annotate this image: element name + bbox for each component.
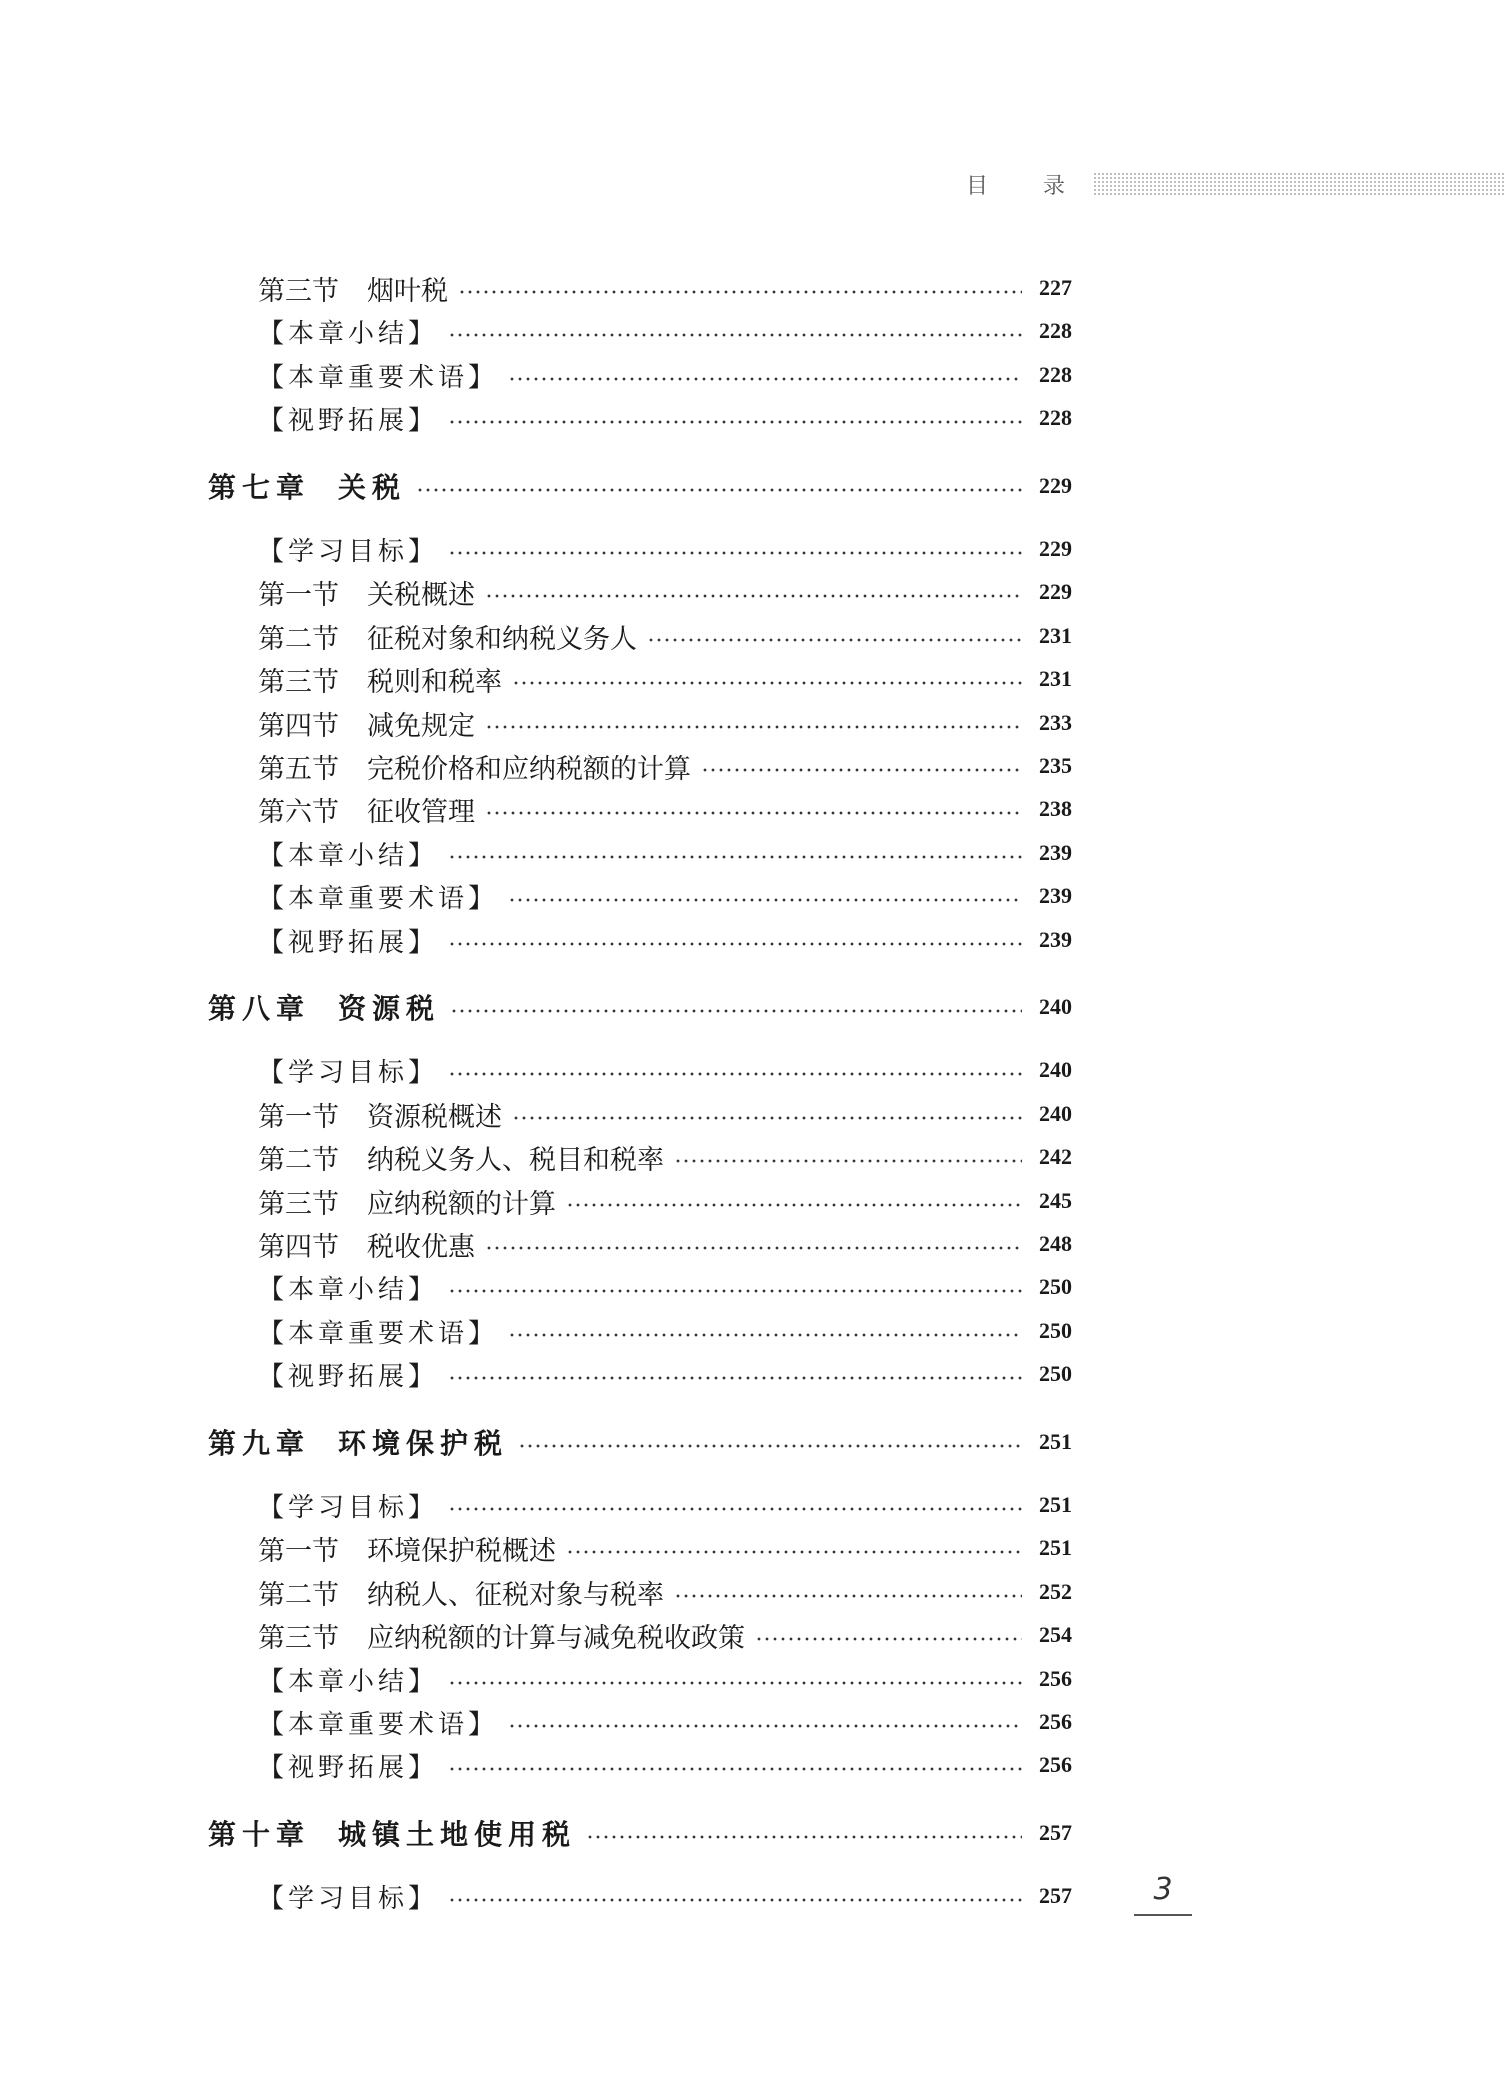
toc-page-number: 245: [1039, 1188, 1072, 1213]
toc-entry[interactable]: [258, 920, 1072, 960]
chapter-number: 第十章: [208, 1818, 311, 1851]
toc-page-number: 257: [1039, 1883, 1072, 1908]
toc-label: [258, 269, 448, 308]
toc-page-number: 242: [1039, 1144, 1072, 1169]
chapter-title: 城镇土地使用税: [338, 1818, 577, 1851]
section-title: 资源税概述: [367, 1101, 502, 1133]
section-title: 纳税人、征税对象与税率: [367, 1579, 664, 1611]
toc-label: [208, 987, 440, 1027]
toc-page-number: 251: [1039, 1535, 1072, 1560]
toc-entry[interactable]: [258, 1876, 1072, 1916]
toc-page-number: 251: [1039, 1492, 1072, 1517]
toc-entry[interactable]: [258, 268, 1072, 308]
section-number: 第三节: [258, 666, 339, 698]
toc-label: 【视野拓展】: [258, 1361, 439, 1392]
section-number: 第二节: [258, 1579, 339, 1611]
toc-label: [258, 1573, 664, 1612]
section-title: 税收优惠: [367, 1231, 475, 1263]
toc-page-number: 228: [1039, 318, 1072, 343]
toc-entry[interactable]: [258, 1528, 1072, 1568]
toc-page-number: 228: [1039, 362, 1072, 387]
toc-page-number: 250: [1039, 1318, 1072, 1343]
toc-page-number: 256: [1039, 1666, 1072, 1691]
toc-label: [258, 747, 691, 786]
toc-page-number: 250: [1039, 1274, 1072, 1299]
leader-dots: [448, 1767, 1022, 1771]
leader-dots: [674, 1159, 1022, 1163]
toc-entry[interactable]: [258, 355, 1072, 395]
section-number: 第三节: [258, 1188, 339, 1220]
section-number: 第五节: [258, 753, 339, 785]
leader-dots: [416, 488, 1022, 492]
leader-dots: [647, 638, 1022, 642]
toc-page-number: 256: [1039, 1752, 1072, 1777]
toc-label: 【视野拓展】: [258, 405, 439, 436]
toc-label: [208, 466, 406, 506]
leader-dots: [566, 1203, 1022, 1207]
section-number: 第三节: [258, 275, 339, 307]
section-number: 第二节: [258, 1144, 339, 1176]
section-title: 征收管理: [367, 796, 475, 828]
toc-chapter[interactable]: [208, 1813, 1072, 1853]
toc-chapter[interactable]: [208, 1422, 1072, 1462]
toc-label: [258, 790, 475, 829]
toc-label: [258, 704, 475, 743]
toc-label: 【本章重要术语】: [258, 883, 499, 914]
leader-dots: [701, 768, 1022, 772]
toc-page-number: 233: [1039, 710, 1072, 735]
toc-label: 【视野拓展】: [258, 1752, 439, 1783]
section-number: 第四节: [258, 1231, 339, 1263]
toc-entry[interactable]: [258, 1094, 1072, 1134]
toc-page-number: 252: [1039, 1579, 1072, 1604]
header-dot-pattern: [1093, 172, 1504, 196]
toc-page-number: 240: [1039, 1101, 1072, 1126]
toc-entry[interactable]: [258, 1137, 1072, 1177]
chapter-title: 关税: [338, 471, 407, 504]
leader-dots: [586, 1835, 1022, 1839]
toc-label: [258, 1095, 502, 1134]
toc-entry[interactable]: [258, 1354, 1072, 1394]
page-number: 3: [1134, 1870, 1192, 1916]
section-title: 环境保护税概述: [367, 1535, 556, 1567]
toc-label: [258, 1138, 664, 1177]
toc-entry[interactable]: [258, 1745, 1072, 1785]
leader-dots: [674, 1594, 1022, 1598]
toc-label: [258, 1225, 475, 1264]
toc-label: 【本章小结】: [258, 318, 439, 349]
toc-label: [258, 1182, 556, 1221]
toc-entry[interactable]: [258, 1224, 1072, 1264]
toc-label: 【本章小结】: [258, 1666, 439, 1697]
section-number: 第二节: [258, 623, 339, 655]
leader-dots: [512, 1116, 1022, 1120]
toc-label: [258, 573, 475, 612]
leader-dots: [508, 898, 1022, 902]
toc-entry[interactable]: [258, 789, 1072, 829]
leader-dots: [448, 1289, 1022, 1293]
leader-dots: [508, 1333, 1022, 1337]
toc-page-number: 229: [1039, 579, 1072, 604]
section-number: 第一节: [258, 1535, 339, 1567]
header-title: 目 录: [966, 173, 1089, 199]
leader-dots: [485, 1246, 1022, 1250]
toc-label: [258, 1616, 745, 1655]
toc-page-number: 229: [1039, 473, 1072, 498]
toc-entry[interactable]: [258, 876, 1072, 916]
toc-entry[interactable]: [258, 659, 1072, 699]
toc-entry[interactable]: [258, 1485, 1072, 1525]
toc-page-number: 228: [1039, 405, 1072, 430]
leader-dots: [448, 420, 1022, 424]
toc-entry[interactable]: [258, 833, 1072, 873]
toc-label: 【学习目标】: [258, 536, 439, 567]
toc-label: [258, 617, 637, 656]
leader-dots: [566, 1550, 1022, 1554]
leader-dots: [448, 855, 1022, 859]
toc-label: 【学习目标】: [258, 1057, 439, 1088]
section-number: 第一节: [258, 1101, 339, 1133]
leader-dots: [448, 1376, 1022, 1380]
leader-dots: [518, 1444, 1022, 1448]
toc-page-number: 239: [1039, 883, 1072, 908]
leader-dots: [458, 290, 1022, 294]
toc-entry[interactable]: [258, 1181, 1072, 1221]
toc-label: 【学习目标】: [258, 1883, 439, 1914]
section-number: 第四节: [258, 710, 339, 742]
toc-page-number: 231: [1039, 666, 1072, 691]
section-number: 第三节: [258, 1622, 339, 1654]
leader-dots: [448, 1681, 1022, 1685]
leader-dots: [448, 1898, 1022, 1902]
toc-entry[interactable]: [258, 1050, 1072, 1090]
chapter-number: 第七章: [208, 471, 311, 504]
toc-entry[interactable]: [258, 1267, 1072, 1307]
leader-dots: [448, 333, 1022, 337]
toc-label: 【学习目标】: [258, 1492, 439, 1523]
toc-label: [258, 660, 502, 699]
section-title: 减免规定: [367, 710, 475, 742]
section-title: 征税对象和纳税义务人: [367, 623, 637, 655]
section-number: 第六节: [258, 796, 339, 828]
toc-page-number: 256: [1039, 1709, 1072, 1734]
leader-dots: [508, 1724, 1022, 1728]
toc-entry[interactable]: [258, 616, 1072, 656]
running-header: [966, 164, 1504, 204]
toc-entry[interactable]: [258, 746, 1072, 786]
toc-page-number: 227: [1039, 275, 1072, 300]
toc-entry[interactable]: [258, 529, 1072, 569]
toc-label: [258, 1529, 556, 1568]
chapter-number: 第九章: [208, 1427, 311, 1460]
toc-label: 【本章重要术语】: [258, 1709, 499, 1740]
section-title: 应纳税额的计算: [367, 1188, 556, 1220]
leader-dots: [485, 594, 1022, 598]
chapter-title: 环境保护税: [338, 1427, 509, 1460]
toc-page-number: 231: [1039, 623, 1072, 648]
toc-label: 【本章重要术语】: [258, 362, 499, 393]
toc-page-number: 238: [1039, 796, 1072, 821]
leader-dots: [508, 377, 1022, 381]
section-title: 纳税义务人、税目和税率: [367, 1144, 664, 1176]
toc-page-number: 229: [1039, 536, 1072, 561]
toc-page-number: 239: [1039, 927, 1072, 952]
toc-entry[interactable]: [258, 1311, 1072, 1351]
leader-dots: [448, 551, 1022, 555]
toc-chapter[interactable]: [208, 987, 1072, 1027]
leader-dots: [448, 942, 1022, 946]
toc-entry[interactable]: [258, 311, 1072, 351]
toc-label: 【本章小结】: [258, 1274, 439, 1305]
section-title: 关税概述: [367, 579, 475, 611]
section-title: 应纳税额的计算与减免税收政策: [367, 1622, 745, 1654]
toc-entry[interactable]: [258, 1572, 1072, 1612]
toc-page-number: 240: [1039, 1057, 1072, 1082]
section-title: 税则和税率: [367, 666, 502, 698]
toc-entry[interactable]: [258, 1615, 1072, 1655]
chapter-number: 第八章: [208, 992, 311, 1025]
leader-dots: [485, 811, 1022, 815]
chapter-title: 资源税: [338, 992, 441, 1025]
leader-dots: [448, 1072, 1022, 1076]
toc-page-number: 240: [1039, 994, 1072, 1019]
toc-page-number: 239: [1039, 840, 1072, 865]
toc-page-number: 251: [1039, 1429, 1072, 1454]
toc-label: 【本章小结】: [258, 840, 439, 871]
toc-page-number: 250: [1039, 1361, 1072, 1386]
toc-entry[interactable]: [258, 572, 1072, 612]
leader-dots: [755, 1637, 1022, 1641]
toc-label: [208, 1813, 576, 1853]
toc-entry[interactable]: [258, 703, 1072, 743]
leader-dots: [485, 725, 1022, 729]
leader-dots: [512, 681, 1022, 685]
toc-page-number: 254: [1039, 1622, 1072, 1647]
section-number: 第一节: [258, 579, 339, 611]
toc-label: 【本章重要术语】: [258, 1318, 499, 1349]
toc-page-number: 257: [1039, 1820, 1072, 1845]
toc-page-number: 248: [1039, 1231, 1072, 1256]
toc-entry[interactable]: [258, 398, 1072, 438]
section-title: 完税价格和应纳税额的计算: [367, 753, 691, 785]
toc-entry[interactable]: [258, 1702, 1072, 1742]
toc-page-number: 235: [1039, 753, 1072, 778]
leader-dots: [450, 1009, 1022, 1013]
leader-dots: [448, 1507, 1022, 1511]
toc-label: [208, 1422, 508, 1462]
toc-entry[interactable]: [258, 1659, 1072, 1699]
toc-chapter[interactable]: [208, 466, 1072, 506]
toc-label: 【视野拓展】: [258, 927, 439, 958]
section-title: 烟叶税: [367, 275, 448, 307]
